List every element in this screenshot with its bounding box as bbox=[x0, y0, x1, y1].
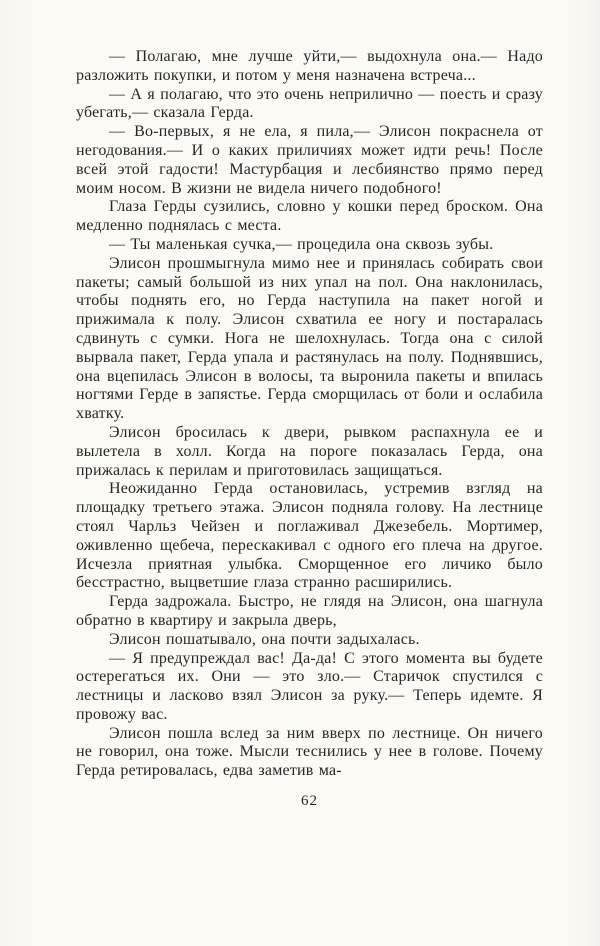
paragraph: Элисон пошла вслед за ним вверх по лестнице. Он ничего не говорил, она тоже. Мысли теснились у нее в голове. Почему Герда ретировалась, едва заметив ма- bbox=[76, 724, 543, 780]
paragraph: — А я полагаю, что это очень неприлично — поесть и сразу убегать,— сказала Герда. bbox=[76, 85, 543, 122]
paragraph: Глаза Герды сузились, словно у кошки перед броском. Она медленно поднялась с места. bbox=[76, 198, 543, 235]
paragraph: — Ты маленькая сучка,— процедила она сквозь зубы. bbox=[109, 235, 494, 253]
paragraph: — Во-первых, я не ела, я пила,— Элисон покраснела от негодования.— И о каких приличиях может идти речь! После всей этой гадости! Мастурбация и лесбиянство прямо перед моим носом. В жизни не видела ничего подобного! bbox=[76, 123, 543, 197]
paragraph: — Я предупреждал вас! Да-да! С этого момента вы будете остерегаться их. Они — это зло.— Старичок спустился с лестницы и ласково взял Элисон за руку.— Теперь идемте. Я провожу вас. bbox=[76, 649, 543, 723]
body-text bbox=[76, 48, 543, 781]
paragraph: Неожиданно Герда остановилась, устремив взгляд на площадку третьего этажа. Элисон подняла голову. На лестнице стоял Чарльз Чейзен и поглаживал Джезебель. Мортимер, оживленно щебеча, перескакивал с одного его плеча на другое. Исчезла приятная улыбка. Сморщенное его личико было бесстрастно, выцветшие глаза странно расширились. bbox=[76, 480, 543, 592]
paragraph: Элисон пошатывало, она почти задыхалась. bbox=[109, 630, 420, 648]
paragraph: Герда задрожала. Быстро, не глядя на Элисон, она шагнула обратно в квартиру и закрыла дверь, bbox=[76, 593, 543, 629]
paragraph: Элисон бросилась к двери, рывком распахнула ее и вылетела в холл. Когда на пороге показалась Герда, она прижалась к перилам и приготовилась защищаться. bbox=[76, 423, 543, 479]
paragraph: Элисон прошмыгнула мимо нее и принялась собирать свои пакеты; самый большой из них упал на пол. Она наклонилась, чтобы поднять его, но Герда наступила на пакет ногой и прижимала к полу. Элисон схватила ее ногу и постаралась сдвинуть с сумки. Нога не шелохнулась. Тогда она с силой вырвала пакет, Герда упала и растянулась на полу. Поднявшись, она вцепилась Элисон в волосы, та выронила пакеты и впилась ногтями Герде в запястье. Герда сморщилась от боли и ослабила хватку. bbox=[76, 254, 543, 423]
paragraph: — Полагаю, мне лучше уйти,— выдохнула она.— Надо разложить покупки, и потом у меня назначена встреча... bbox=[76, 48, 543, 84]
page-number: 62 bbox=[301, 793, 318, 810]
